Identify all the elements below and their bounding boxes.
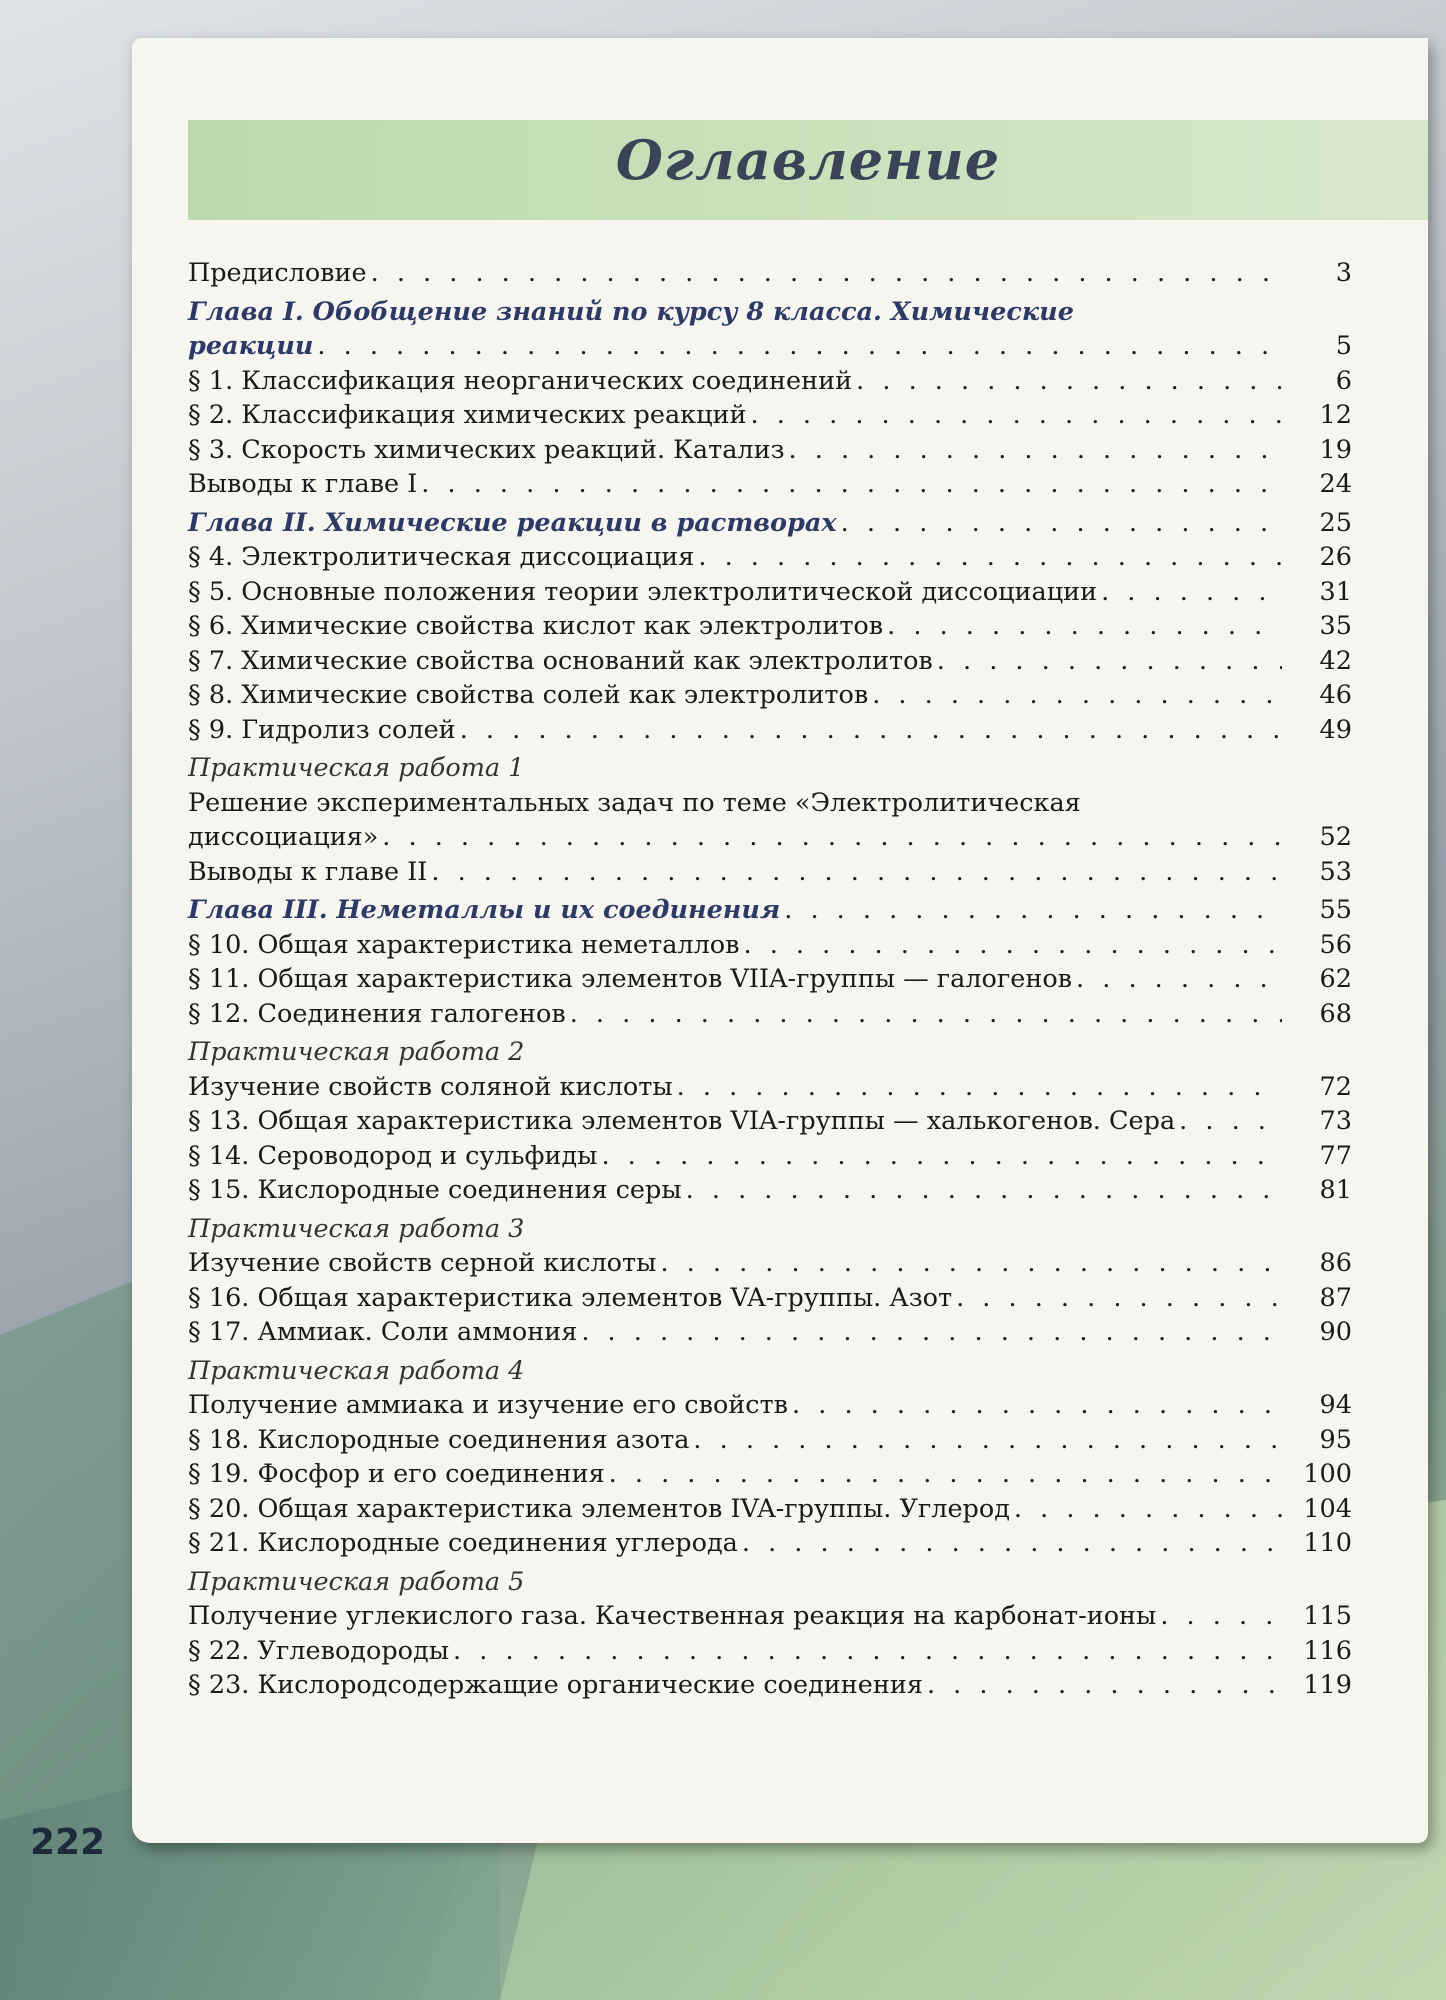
leader-dots [460,713,1282,748]
toc-entry-text: § 20. Общая характеристика элементов IVA-группы. Углерод [188,1493,1010,1524]
toc-entry[interactable] [188,1388,1352,1423]
toc-page-number: 68 [1319,998,1352,1029]
toc-entry-text: Глава III. Неметаллы и их соединения [188,895,781,925]
toc-entry-text: § 21. Кислородные соединения углерода [188,1528,738,1558]
toc-entry[interactable] [188,1599,1352,1634]
toc-entry[interactable] [188,575,1352,610]
toc-page-number: 73 [1319,1106,1352,1136]
leader-dots [601,1139,1282,1174]
leader-dots [686,1173,1282,1208]
leader-dots [1014,1492,1282,1527]
toc-entry-text: Глава II. Химические реакции в растворах [188,507,837,538]
leader-dots [792,1388,1282,1423]
leader-dots [453,1634,1282,1669]
toc-entry-text: § 9. Гидролиз солей [188,714,456,745]
practical-work-heading: Практическая работа 3 [188,1213,525,1244]
toc-entry-text: Получение углекислого газа. Качественная реакция на карбонат-ионы [188,1601,1157,1631]
toc-page-number: 115 [1303,1601,1352,1631]
leader-dots [927,1668,1282,1703]
toc-page-number: 24 [1319,469,1352,499]
toc-entry-text: Изучение свойств соляной кислоты [188,1071,673,1102]
toc-entry-text: Выводы к главе I [188,469,418,499]
toc-page-number: 104 [1303,1493,1352,1524]
leader-dots [1076,962,1282,997]
toc-page-number: 95 [1319,1424,1352,1455]
practical-work-heading: Практическая работа 2 [188,1037,525,1067]
leader-dots [789,433,1282,468]
toc-entry[interactable] [188,1457,1352,1492]
toc-entry-text: § 10. Общая характеристика неметаллов [188,929,740,960]
toc-page-number: 25 [1319,507,1352,538]
book-page [132,38,1428,1843]
toc-page-number: 53 [1319,856,1352,887]
toc-entry[interactable] [188,713,1352,748]
leader-dots [872,678,1282,713]
toc-entry-text: диссоциация» [188,822,379,852]
leader-dots [841,506,1282,541]
toc-page-number: 3 [1335,258,1352,288]
leader-dots [698,540,1282,575]
leader-dots [371,256,1282,291]
toc-entry-text: § 7. Химические свойства оснований как электролитов [188,645,933,676]
toc-entry-text: § 6. Химические свойства кислот как электролитов [188,611,884,641]
leader-dots [750,398,1282,433]
toc-entry-text: § 14. Сероводород и сульфиды [188,1140,598,1171]
toc-entry-text: Предисловие [188,258,367,288]
leader-dots [677,1070,1282,1105]
leader-dots [784,893,1282,928]
leader-dots [431,855,1282,890]
toc-page-number: 72 [1319,1071,1352,1102]
toc-entry[interactable] [188,398,1352,433]
toc-entry-text: § 23. Кислородсодержащие органические соединения [188,1670,923,1700]
toc-entry-text: § 15. Кислородные соединения серы [188,1175,682,1205]
toc-entry-text: § 22. Углеводороды [188,1635,450,1666]
toc-entry[interactable] [188,1526,1352,1561]
toc-entry[interactable] [188,1634,1352,1669]
leader-dots [1179,1104,1282,1139]
leader-dots [744,928,1283,963]
toc-entry[interactable] [188,1173,1352,1208]
toc-page-number: 6 [1335,365,1352,396]
toc-entry[interactable] [188,1246,1352,1281]
toc-entry[interactable] [188,644,1352,679]
leader-dots [956,1281,1282,1316]
toc-page-number: 35 [1319,611,1352,641]
toc-page-number: 116 [1303,1635,1352,1666]
toc-page-number: 12 [1319,400,1352,430]
leader-dots [382,820,1282,855]
toc-entry[interactable] [188,1070,1352,1105]
chapter-heading[interactable]: Глава I. Обобщение знаний по курсу 8 класса. Химические [188,296,1074,327]
toc-entry-text: реакции [188,331,314,361]
chapter-entry[interactable] [188,329,1352,364]
leader-dots [742,1526,1282,1561]
toc-entry[interactable] [188,540,1352,575]
toc-entry-text: § 3. Скорость химических реакций. Катализ [188,434,785,465]
toc-entry-text[interactable]: Решение экспериментальных задач по теме «Электролитическая [188,787,1081,818]
toc-entry[interactable] [188,1281,1352,1316]
toc-entry[interactable] [188,820,1352,855]
toc-page-number: 62 [1319,964,1352,994]
page-number: 222 [30,1822,106,1863]
toc-entry-text: § 13. Общая характеристика элементов VIA-группы — халькогенов. Сера [188,1106,1176,1136]
toc-page-number: 100 [1303,1459,1352,1489]
toc-page-number: 77 [1319,1140,1352,1171]
toc-entry[interactable] [188,997,1352,1032]
leader-dots [1101,575,1282,610]
toc-entry-text: Получение аммиака и изучение его свойств [188,1390,789,1420]
toc-page-number: 94 [1319,1390,1352,1420]
practical-work-heading: Практическая работа 5 [188,1566,525,1597]
toc-entry[interactable] [188,1423,1352,1458]
toc-entry-text: § 12. Соединения галогенов [188,998,566,1029]
leader-dots [1160,1599,1282,1634]
title-band [188,120,1428,220]
toc-page-number: 46 [1319,680,1352,710]
leader-dots [317,329,1282,364]
toc-entry[interactable] [188,1668,1352,1703]
toc-entry[interactable] [188,433,1352,468]
toc-entry-text: § 18. Кислородные соединения азота [188,1424,690,1455]
toc-entry-text: § 17. Аммиак. Соли аммония [188,1317,578,1347]
leader-dots [570,997,1282,1032]
leader-dots [856,364,1282,399]
toc-page-number: 31 [1319,576,1352,607]
toc-entry[interactable] [188,1492,1352,1527]
toc-page-number: 110 [1303,1528,1352,1558]
toc-entry-text: § 16. Общая характеристика элементов VA-группы. Азот [188,1282,953,1313]
toc-entry[interactable] [188,1139,1352,1174]
leader-dots [421,467,1282,502]
chapter-entry[interactable] [188,893,1352,928]
toc-page-number: 49 [1319,714,1352,745]
toc-page-number: 87 [1319,1282,1352,1313]
toc-entry[interactable] [188,364,1352,399]
toc-entry[interactable] [188,855,1352,890]
toc-page-number: 55 [1319,895,1352,925]
table-of-contents [188,256,1352,1703]
toc-page-number: 90 [1319,1317,1352,1347]
toc-page-number: 81 [1319,1175,1352,1205]
leader-dots [581,1315,1282,1350]
toc-page-number: 19 [1319,434,1352,465]
toc-entry-text: § 5. Основные положения теории электролитической диссоциации [188,576,1098,607]
toc-entry-text: § 1. Классификация неорганических соединений [188,365,853,396]
toc-entry[interactable] [188,678,1352,713]
toc-entry-text: § 11. Общая характеристика элементов VIIA-группы — галогенов [188,964,1073,994]
toc-entry[interactable] [188,256,1352,291]
chapter-entry[interactable] [188,506,1352,541]
toc-entry[interactable] [188,1315,1352,1350]
toc-entry-text: § 8. Химические свойства солей как электролитов [188,680,869,710]
leader-dots [609,1457,1282,1492]
leader-dots [693,1423,1282,1458]
toc-entry-text: § 2. Классификация химических реакций [188,400,747,430]
practical-work-heading: Практическая работа 1 [188,753,525,783]
toc-page-number: 56 [1319,929,1352,960]
toc-page-number: 52 [1319,822,1352,852]
toc-entry-text: Выводы к главе II [188,856,428,887]
leader-dots [887,609,1282,644]
toc-page-number: 42 [1319,645,1352,676]
toc-page-number: 5 [1335,331,1352,361]
toc-entry-text: Изучение свойств серной кислоты [188,1248,657,1278]
page-title: Оглавление [615,128,1001,192]
toc-entry[interactable] [188,962,1352,997]
toc-entry[interactable] [188,609,1352,644]
toc-page-number: 86 [1319,1248,1352,1278]
toc-entry[interactable] [188,928,1352,963]
toc-entry-text: § 19. Фосфор и его соединения [188,1459,605,1489]
leader-dots [660,1246,1282,1281]
toc-entry[interactable] [188,1104,1352,1139]
toc-entry[interactable] [188,467,1352,502]
leader-dots [937,644,1282,679]
toc-page-number: 26 [1319,542,1352,572]
toc-page-number: 119 [1303,1670,1352,1700]
toc-entry-text: § 4. Электролитическая диссоциация [188,542,695,572]
practical-work-heading: Практическая работа 4 [188,1355,525,1386]
